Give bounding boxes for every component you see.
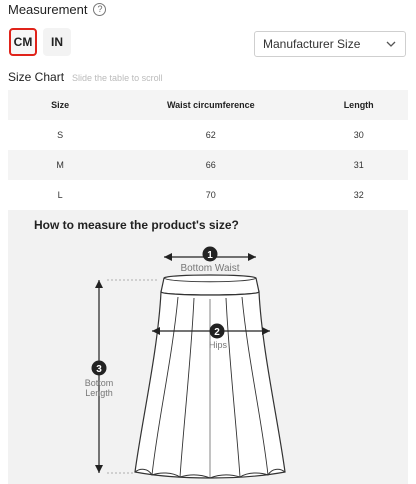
size-chart-header xyxy=(8,70,163,84)
table-row xyxy=(8,150,408,180)
table-cell-waist: 62 xyxy=(205,130,216,140)
measurement-header xyxy=(8,0,106,18)
table-cell-waist: 70 xyxy=(205,190,216,200)
svg-text:3: 3 xyxy=(96,364,102,375)
table-row xyxy=(8,120,408,150)
skirt-waistband xyxy=(161,275,259,295)
size-standard-value: Manufacturer Size xyxy=(263,37,361,51)
table-cell-length: 31 xyxy=(309,150,408,180)
number-badge-3 xyxy=(92,361,107,376)
table-cell-size: M xyxy=(8,150,112,180)
size-standard-select[interactable] xyxy=(254,31,406,57)
bottom-length-label-line2: Length xyxy=(85,388,113,398)
hips-label: Hips xyxy=(208,340,228,350)
table-header-row xyxy=(8,90,408,120)
table-cell-length: 32 xyxy=(353,190,364,200)
measurement-title: Measurement xyxy=(8,1,88,17)
size-chart-title: Size Chart xyxy=(8,70,65,84)
table-cell-size: S xyxy=(57,130,64,140)
table-cell-length: 30 xyxy=(353,130,364,140)
column-header-length: Length xyxy=(309,90,408,120)
measure-guide-title: How to measure the product's size? xyxy=(34,218,239,232)
column-header-size: Size xyxy=(8,90,112,120)
skirt-body xyxy=(135,292,285,478)
table-cell-size: L xyxy=(57,190,63,200)
question-circle-icon[interactable]: ? xyxy=(93,3,106,16)
bottom-length-label-line1: Bottom xyxy=(84,378,114,388)
waist-label: Bottom Waist xyxy=(180,263,240,274)
size-table[interactable] xyxy=(8,90,408,210)
table-row xyxy=(8,180,408,210)
number-badge-1 xyxy=(203,247,218,262)
size-chart-hint: Slide the table to scroll xyxy=(72,73,163,83)
unit-button-cm[interactable]: CM xyxy=(9,28,37,56)
svg-text:2: 2 xyxy=(214,327,220,338)
svg-text:1: 1 xyxy=(207,250,213,261)
skirt-diagram xyxy=(8,210,408,484)
column-header-waist: Waist circumference xyxy=(112,90,309,120)
chevron-down-icon xyxy=(385,38,397,50)
unit-button-in[interactable]: IN xyxy=(43,28,71,56)
number-badge-2 xyxy=(210,324,225,339)
table-cell-waist: 66 xyxy=(112,150,309,180)
